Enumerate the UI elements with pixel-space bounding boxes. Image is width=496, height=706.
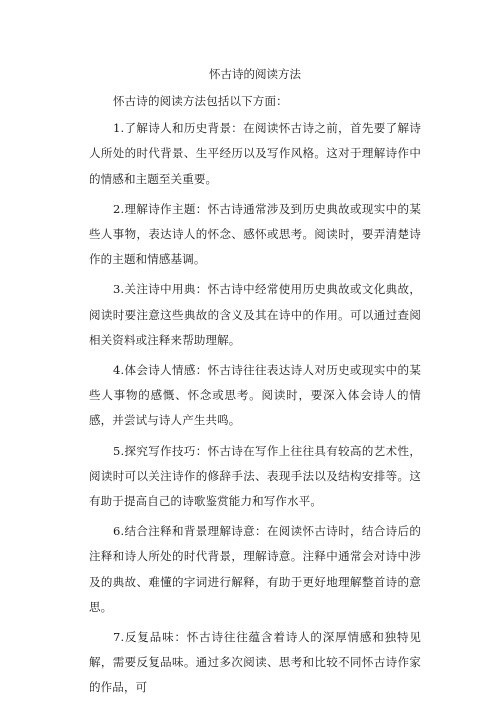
intro-paragraph: 怀古诗的阅读方法包括以下方面：	[113, 94, 288, 108]
section-paragraph-6: 6.结合注释和背景理解诗意：在阅读怀古诗时，结合诗后的注释和诗人所处的时代背景，理解诗意。注释中通常会对诗中涉及的典故、难懂的字词进行解释，有助于更好地理解整首诗的意思。	[89, 524, 421, 614]
section-paragraph-5: 5.探究写作技巧：怀古诗在写作上往往具有较高的艺术性，阅读时可以关注诗作的修辞手法、表现手法以及结构安排等。这有助于提高自己的诗歌鉴赏能力和写作水平。	[89, 443, 421, 509]
section-paragraph-2: 2.理解诗作主题：怀古诗通常涉及到历史典故或现实中的某些人事物，表达诗人的怀念、感怀或思考。阅读时，要弄清楚诗作的主题和情感基调。	[89, 201, 421, 267]
section-paragraph-1: 1.了解诗人和历史背景：在阅读怀古诗之前，首先要了解诗人所处的时代背景、生平经历以及写作风格。这对于理解诗作中的情感和主题至关重要。	[89, 121, 421, 186]
document-body	[89, 63, 421, 706]
section-paragraph-7: 7.反复品味：怀古诗往往蕴含着诗人的深厚情感和独特见解，需要反复品味。通过多次阅读、思考和比较不同怀古诗作家的作品，可	[89, 630, 421, 695]
document-title: 怀古诗的阅读方法	[209, 67, 301, 81]
section-paragraph-4: 4.体会诗人情感：怀古诗往往表达诗人对历史或现实中的某些人事物的感慨、怀念或思考。阅读时，要深入体会诗人的情感，并尝试与诗人产生共鸣。	[89, 363, 421, 428]
section-paragraph-3: 3.关注诗中用典：怀古诗中经常使用历史典故或文化典故，阅读时要注意这些典故的含义及其在诗中的作用。可以通过查阅相关资料或注释来帮助理解。	[89, 282, 421, 347]
